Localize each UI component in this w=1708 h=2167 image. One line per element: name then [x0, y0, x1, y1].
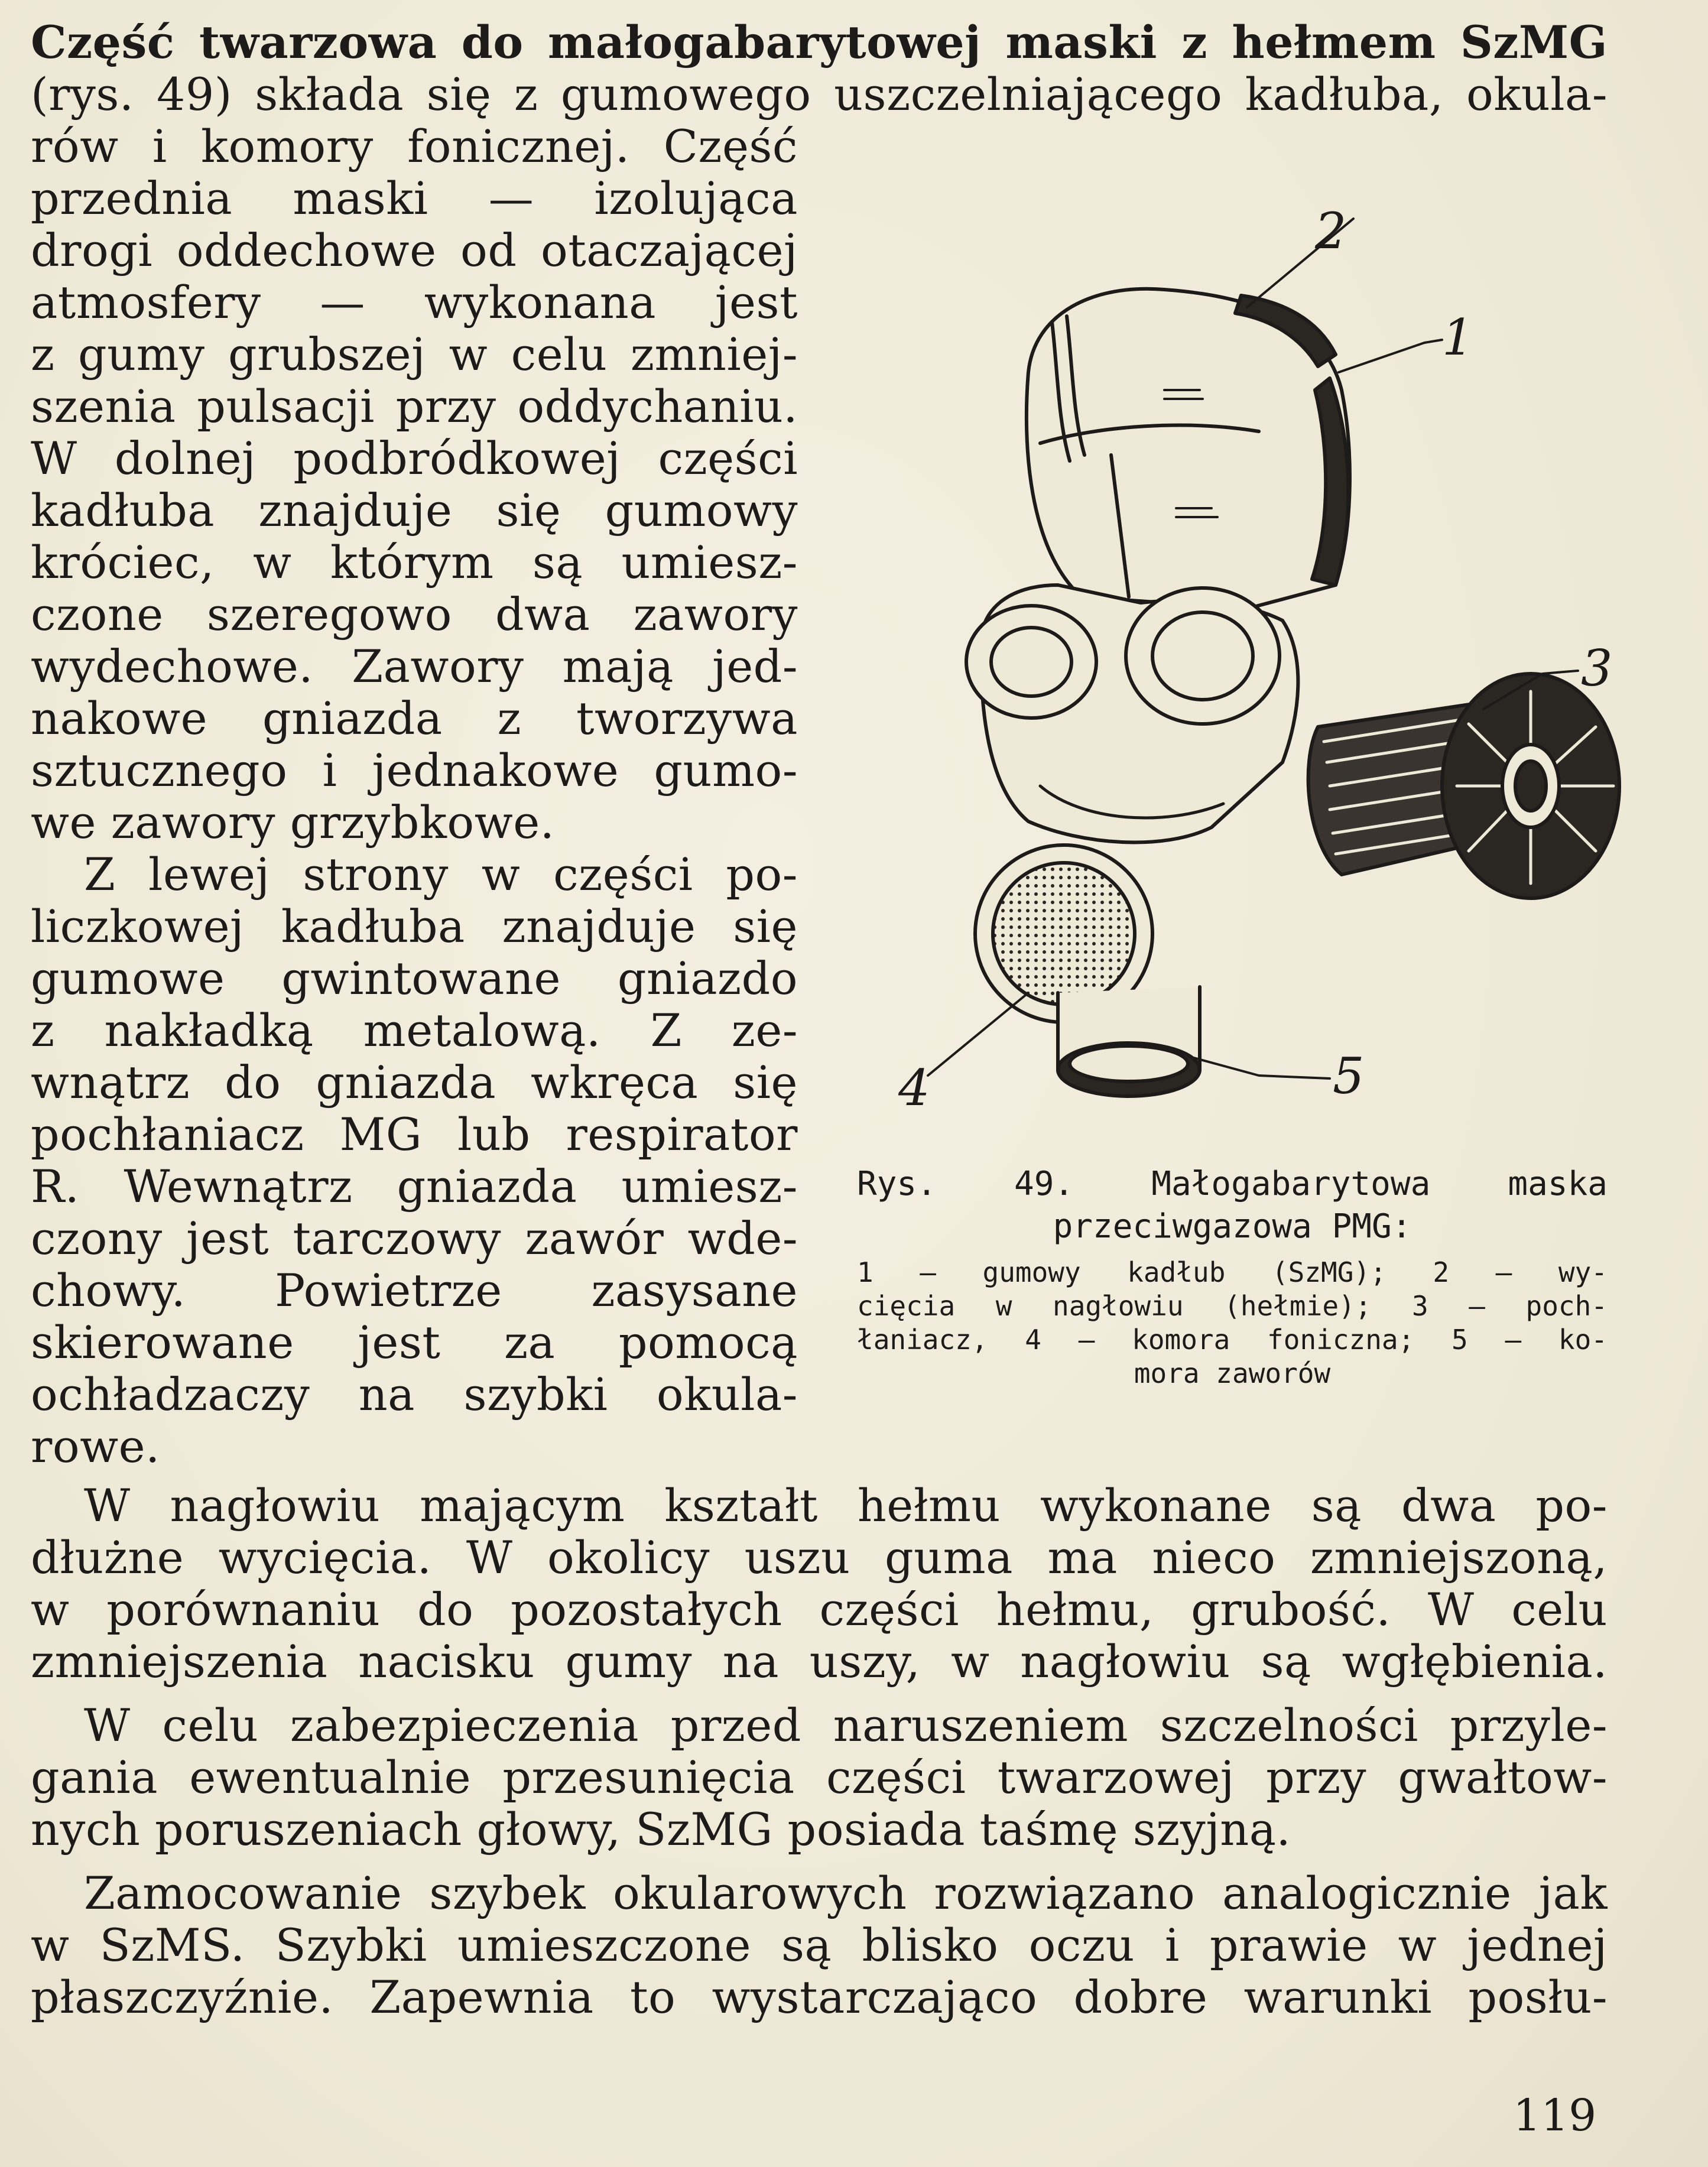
text-line: chowy. Powietrze zasysane: [31, 1264, 798, 1317]
figure-caption-line: 1 — gumowy kadłub (SzMG); 2 — wy-: [857, 1256, 1608, 1288]
text-line: atmosfery — wykonana jest: [31, 276, 798, 329]
text-line: skierowane jest za pomocą: [31, 1316, 798, 1369]
text-line: wydechowe. Zawory mają jed-: [31, 640, 798, 693]
text-line: R. Wewnątrz gniazda umiesz-: [31, 1160, 798, 1213]
text-line: nych poruszeniach głowy, SzMG posiada taśmę szyjną.: [31, 1803, 1291, 1856]
figure-caption-title: Rys. 49. Małogabarytowa maska: [857, 1165, 1608, 1203]
text-line: W nagłowiu mającym kształt hełmu wykonane są dwa po-: [84, 1479, 1608, 1532]
text-line: drogi oddechowe od otaczającej: [31, 224, 798, 277]
text-line: W dolnej podbródkowej części: [31, 432, 798, 485]
text-line: ochładzaczy na szybki okula-: [31, 1368, 798, 1421]
page-number: 119: [1513, 2090, 1597, 2141]
text-line: z nakładką metalową. Z ze-: [31, 1004, 798, 1057]
figure-caption-line: łaniacz, 4 — komora foniczna; 5 — ko-: [857, 1324, 1608, 1356]
text-line: czone szeregowo dwa zawory: [31, 588, 798, 641]
figure-caption-line: cięcia w nagłowiu (hełmie); 3 — poch-: [857, 1290, 1608, 1322]
callout-2: 2: [1315, 202, 1347, 260]
text-line: Z lewej strony w części po-: [84, 848, 798, 901]
callout-5: 5: [1333, 1047, 1365, 1105]
text-line: przednia maski — izolująca: [31, 172, 798, 225]
text-line: króciec, w którym są umiesz-: [31, 536, 798, 589]
text-line: gania ewentualnie przesunięcia części twarzowej przy gwałtow-: [31, 1751, 1608, 1804]
text-line: szenia pulsacji przy oddychaniu.: [31, 380, 798, 433]
text-line: W celu zabezpieczenia przed naruszeniem szczelności przyle-: [84, 1699, 1608, 1752]
text-line: kadłuba znajduje się gumowy: [31, 484, 798, 537]
figure-caption-title: przeciwgazowa PMG:: [1053, 1207, 1412, 1246]
text-line: z gumy grubszej w celu zmniej-: [31, 328, 798, 381]
callout-4: 4: [898, 1059, 930, 1117]
text-line: pochłaniacz MG lub respirator: [31, 1108, 798, 1161]
callout-3: 3: [1581, 639, 1613, 697]
text-line: sztucznego i jednakowe gumo-: [31, 744, 798, 797]
text-line: w SzMS. Szybki umieszczone są blisko oczu i prawie w jednej: [31, 1919, 1608, 1971]
text-line: we zawory grzybkowe.: [31, 796, 555, 849]
text-line: rowe.: [31, 1420, 160, 1473]
text-line: liczkowej kadłuba znajduje się: [31, 900, 798, 953]
gas-mask-illustration: [833, 195, 1649, 1152]
figure-caption-line: mora zaworów: [1134, 1357, 1331, 1389]
text-line: w porównaniu do pozostałych części hełmu, grubość. W celu: [31, 1583, 1608, 1636]
text-line: zmniejszenia nacisku gumy na uszy, w nagłowiu są wgłębienia.: [31, 1635, 1608, 1688]
text-line: gumowe gwintowane gniazdo: [31, 952, 798, 1005]
text-line: nakowe gniazda z tworzywa: [31, 692, 798, 745]
text-line: dłużne wycięcia. W okolicy uszu guma ma nieco zmniejszoną,: [31, 1531, 1608, 1584]
text-line: czony jest tarczowy zawór wde-: [31, 1212, 798, 1265]
text-line: rów i komory fonicznej. Część: [31, 120, 798, 173]
text-line: wnątrz do gniazda wkręca się: [31, 1056, 798, 1109]
text-line: Zamocowanie szybek okularowych rozwiązano analogicznie jak: [84, 1867, 1608, 1919]
text-line: (rys. 49) składa się z gumowego uszczelniającego kadłuba, okula-: [31, 68, 1608, 121]
text-line: płaszczyźnie. Zapewnia to wystarczająco dobre warunki posłu-: [31, 1971, 1608, 2023]
callout-1: 1: [1442, 308, 1474, 366]
paragraph-1-lead: Część twarzowa do małogabarytowej maski z hełmem SzMG: [31, 16, 1608, 69]
